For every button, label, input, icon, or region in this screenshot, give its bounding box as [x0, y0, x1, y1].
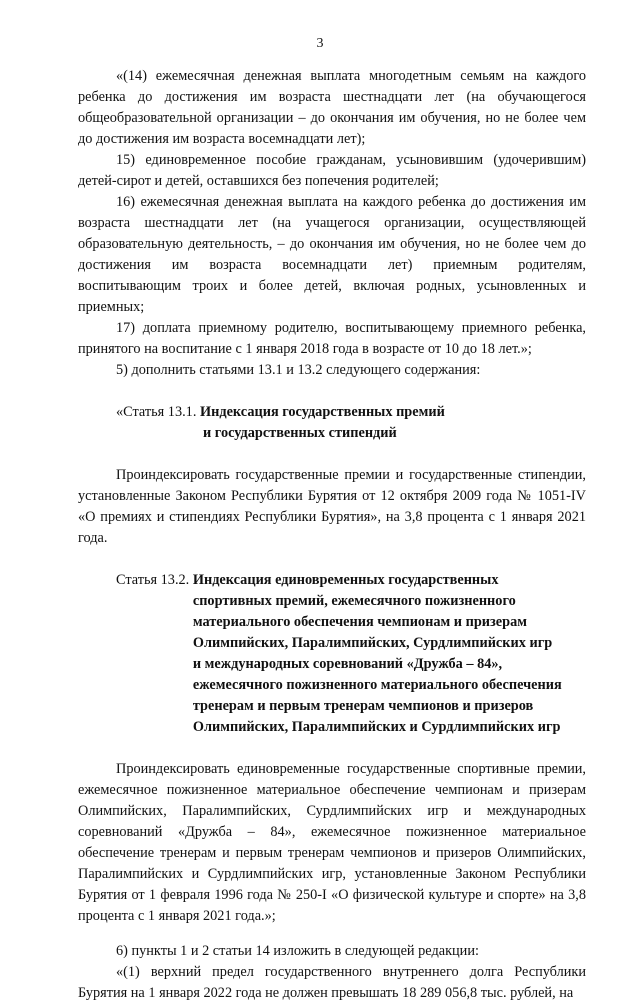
paragraph-item-17: 17) доплата приемному родителю, воспитывающему приемного ребенка, принятого на воспитание с 1 января 2018 года в возрасте от 10 до 18 лет.»; [78, 320, 586, 357]
spacer [78, 549, 586, 570]
article-13-1-prefix: «Статья 13.1. [116, 404, 200, 420]
article-13-2-prefix: Статья 13.2. [116, 572, 193, 588]
article-13-2-body: Проиндексировать единовременные государственные спортивные премии, ежемесячное пожизненное материальное обеспечение чемпионам и призерам Олимпийских, Паралимпийских, Сурдлимпийских игр и международных соревнований «Дружба – 84», ежемесячное пожизненное материальное обеспечение тренерам и первым тренерам чемпионов и призеров Олимпийских, Паралимпийских и Сурдлимпийских игр, установленные Законом Республики Бурятия от 1 февраля 1996 года № 250-I «О физической культуре и спорте» на 3,8 процента с 1 января 2021 года.»; [78, 761, 586, 924]
article-13-1-title-line: и государственных стипендий [203, 425, 397, 441]
article-13-2-title-line: спортивных премий, ежемесячного пожизненного [192, 593, 516, 609]
article-13-2-title-line: Индексация единовременных государственных [192, 572, 499, 588]
spacer [78, 381, 586, 402]
article-13-2-title-line: материального обеспечения чемпионам и призерам [192, 614, 527, 630]
article-13-2-title-line: ежемесячного пожизненного материального обеспечения [192, 677, 562, 693]
spacer [78, 738, 586, 759]
article-13-2-title-line: Олимпийских, Паралимпийских, Сурдлимпийских игр [192, 635, 553, 651]
article-13-1-heading [78, 402, 586, 444]
document-body [78, 66, 586, 1004]
article-13-2-title [193, 570, 562, 738]
page-number: 3 [316, 36, 324, 51]
paragraph-item-5: 5) дополнить статьями 13.1 и 13.2 следующего содержания: [116, 362, 481, 378]
spacer [78, 444, 586, 465]
article-13-2-title-line: и международных соревнований «Дружба – 84», [192, 656, 503, 672]
spacer [78, 927, 586, 941]
paragraph-item-15: 15) единовременное пособие гражданам, усыновившим (удочерившим) детей-сирот и детей, оставшихся без попечения родителей; [78, 152, 586, 189]
paragraph-item-14: «(14) ежемесячная денежная выплата многодетным семьям на каждого ребенка до достижения им возраста шестнадцати лет (на обучающегося общеобразовательной организации – до окончания им обучения, но не более чем до достижения им возраста восемнадцати лет); [78, 68, 586, 147]
paragraph-item-16: 16) ежемесячная денежная выплата на каждого ребенка до достижения им возраста шестнадцати лет (на учащегося организации, осуществляющей образовательную деятельность, – до окончания им обучения, но не более чем до достижения им возраста восемнадцати лет) приемным родителям, воспитывающим троих и более детей, включая родных, усыновленных и приемных; [78, 194, 586, 315]
article-13-1-title [200, 402, 445, 423]
article-13-2-heading [78, 570, 586, 738]
article-13-2-title-line: тренерам и первым тренерам чемпионов и призеров [192, 698, 534, 714]
paragraph-item-debt-limit: «(1) верхний предел государственного внутреннего долга Республики Бурятия на 1 января 2022 года не должен превышать 18 289 056,8 тыс. рублей, на [78, 964, 586, 1001]
article-13-1-body: Проиндексировать государственные премии и государственные стипендии, установленные Законом Республики Бурятия от 12 октября 2009 года № 1051-IV «О премиях и стипендиях Республики Бурятия», на 3,8 процента с 1 января 2021 года. [78, 467, 586, 546]
article-13-1-title-line: Индексация государственных премий [199, 404, 445, 420]
paragraph-item-6: 6) пункты 1 и 2 статьи 14 изложить в следующей редакции: [116, 943, 479, 959]
article-13-2-title-line: Олимпийских, Паралимпийских и Сурдлимпийских игр [192, 719, 561, 735]
